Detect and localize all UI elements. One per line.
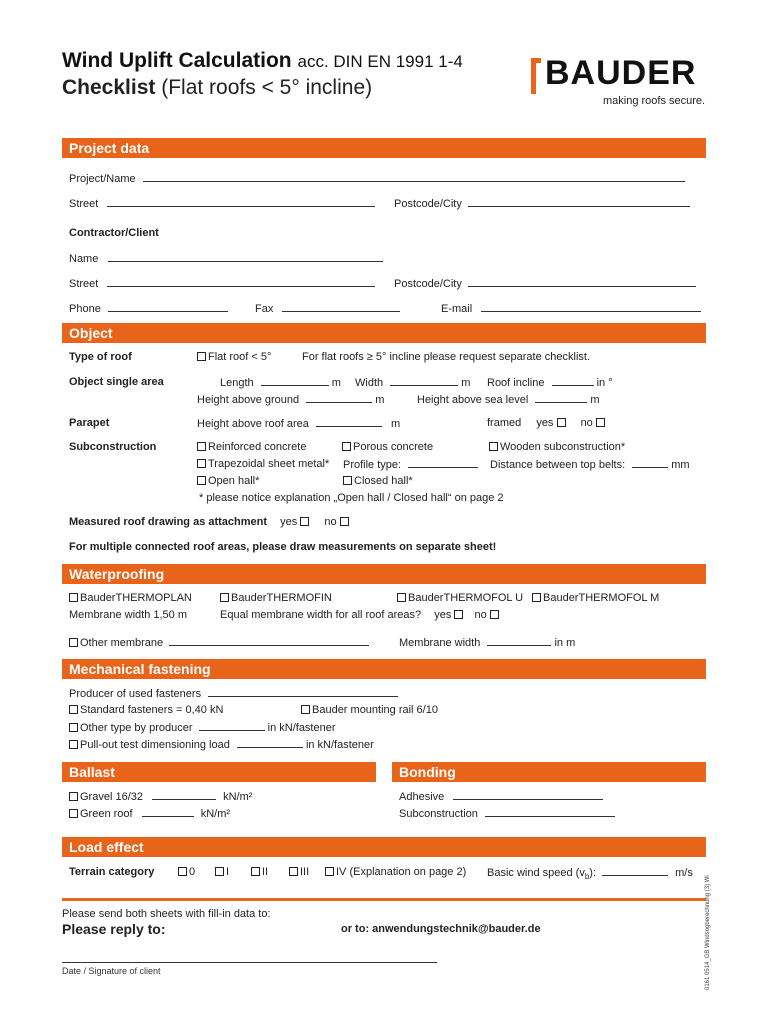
thermoplan-label: BauderTHERMOPLAN — [80, 592, 192, 604]
pullout-row — [69, 738, 374, 751]
thermofin-label: BauderTHERMOFIN — [231, 592, 332, 604]
postcode2-field[interactable] — [468, 277, 696, 287]
equal-width-row — [220, 609, 501, 621]
gravel-row — [69, 790, 252, 803]
name-label: Name — [69, 253, 99, 265]
thermofol-u-label: BauderTHERMOFOL U — [408, 592, 524, 604]
phone-label: Phone — [69, 303, 101, 315]
subtitle — [62, 76, 372, 100]
closed-hall-label: Closed hall* — [354, 475, 413, 487]
thermoplan-option[interactable] — [69, 592, 192, 604]
phone-field[interactable] — [108, 302, 228, 312]
terrain-1-option[interactable] — [215, 866, 229, 878]
other-type-checkbox[interactable] — [69, 723, 78, 732]
standard-fasteners-label: Standard fasteners = 0,40 kN — [80, 704, 224, 716]
distance-label: Distance between top belts: — [490, 459, 626, 471]
pullout-label: Pull-out test dimensioning load — [80, 739, 230, 751]
fax-row — [255, 302, 400, 315]
street2-label: Street — [69, 278, 99, 290]
postcode-field[interactable] — [468, 197, 690, 207]
height-sea-unit: m — [590, 394, 600, 406]
signature-line[interactable] — [62, 962, 437, 963]
email-row — [441, 302, 701, 315]
section-bonding: Bonding — [392, 762, 706, 782]
project-name-label: Project/Name — [69, 173, 136, 185]
thermofol-u-checkbox[interactable] — [397, 593, 406, 602]
gravel-checkbox[interactable] — [69, 792, 78, 801]
section-load-effect: Load effect — [62, 837, 706, 857]
other-type-field[interactable] — [199, 721, 265, 731]
open-hall-label: Open hall* — [208, 475, 260, 487]
producer-field[interactable] — [208, 687, 398, 697]
contractor-heading: Contractor/Client — [69, 227, 159, 239]
other-type-row — [69, 721, 336, 734]
porous-option[interactable] — [342, 441, 433, 453]
framed-yes-label: yes — [536, 417, 554, 429]
logo-bracket-icon — [531, 58, 541, 94]
distance-row — [490, 458, 690, 471]
height-ground-field[interactable] — [306, 393, 372, 403]
green-roof-label: Green roof — [80, 808, 133, 820]
gravel-unit: kN/m² — [223, 791, 253, 803]
equal-no-checkbox[interactable] — [490, 610, 499, 619]
open-hall-option[interactable] — [197, 475, 259, 487]
gravel-label: Gravel 16/32 — [80, 791, 143, 803]
closed-hall-checkbox[interactable] — [343, 476, 352, 485]
wooden-checkbox[interactable] — [489, 442, 498, 451]
membrane-width2-unit: in m — [554, 637, 576, 649]
thermofin-option[interactable] — [220, 592, 332, 604]
membrane-width2-row — [399, 636, 575, 649]
membrane-width-label: Membrane width 1,50 m — [69, 609, 187, 621]
terrain-0-checkbox[interactable] — [178, 867, 187, 876]
postcode2-label: Postcode/City — [394, 278, 462, 290]
membrane-width2-field[interactable] — [487, 636, 551, 646]
height-roof-field[interactable] — [316, 417, 382, 427]
roof-incline-unit: in ° — [596, 377, 613, 389]
thermoplan-checkbox[interactable] — [69, 593, 78, 602]
mounting-rail-option[interactable] — [301, 704, 438, 716]
section-mechanical-fastening: Mechanical fastening — [62, 659, 706, 679]
postcode-row — [394, 197, 690, 210]
section-ballast: Ballast — [62, 762, 376, 782]
roof-incline-label: Roof incline — [487, 377, 545, 389]
height-ground-unit: m — [375, 394, 385, 406]
other-type-unit: in kN/fastener — [267, 722, 336, 734]
framed-label: framed — [487, 417, 522, 429]
profile-field[interactable] — [408, 458, 478, 468]
measured-row — [69, 516, 351, 528]
height-sea-row — [417, 393, 600, 406]
logo-tagline: making roofs secure. — [603, 95, 706, 107]
adhesive-field[interactable] — [453, 790, 603, 800]
flat-roof-label: Flat roof < 5° — [208, 351, 272, 363]
flat-roof-note: For flat roofs ≥ 5° incline please request separate checklist. — [302, 351, 591, 363]
equal-yes-label: yes — [434, 609, 452, 621]
please-send-note: Please send both sheets with fill-in data to: — [62, 908, 271, 920]
terrain-0-option[interactable] — [178, 866, 195, 878]
subconstruction-label: Subconstruction — [69, 441, 157, 453]
length-row — [220, 376, 341, 389]
hall-notice: * please notice explanation „Open hall / Closed hall“ on page 2 — [199, 492, 504, 504]
subtitle-bold: Checklist — [62, 76, 156, 99]
producer-label: Producer of used fasteners — [69, 688, 202, 700]
producer-row — [69, 687, 398, 700]
measured-yes-checkbox[interactable] — [300, 517, 309, 526]
basic-wind-sub: b — [584, 872, 590, 882]
thermofin-checkbox[interactable] — [220, 593, 229, 602]
height-ground-row — [197, 393, 384, 406]
terrain-1-label: I — [226, 866, 230, 878]
open-hall-checkbox[interactable] — [197, 476, 206, 485]
terrain-3-option[interactable] — [289, 866, 309, 878]
bonding-subconstruction-field[interactable] — [485, 807, 615, 817]
terrain-0-label: 0 — [189, 866, 196, 878]
postcode2-row — [394, 277, 696, 290]
framed-yes-checkbox[interactable] — [557, 418, 566, 427]
membrane-width2-label: Membrane width — [399, 637, 481, 649]
distance-field[interactable] — [632, 458, 668, 468]
other-membrane-checkbox[interactable] — [69, 638, 78, 647]
other-membrane-field[interactable] — [169, 636, 369, 646]
height-sea-field[interactable] — [535, 393, 587, 403]
terrain-2-option[interactable] — [251, 866, 268, 878]
mounting-rail-checkbox[interactable] — [301, 705, 310, 714]
standard-fasteners-checkbox[interactable] — [69, 705, 78, 714]
equal-no-label: no — [474, 609, 487, 621]
basic-wind-end: ): — [589, 867, 597, 879]
flat-roof-option[interactable] — [197, 351, 271, 363]
length-label: Length — [220, 377, 254, 389]
thermofol-m-label: BauderTHERMOFOL M — [543, 592, 660, 604]
roof-incline-row — [487, 376, 613, 389]
title-norm: acc. DIN EN 1991 1-4 — [297, 52, 463, 71]
trapezoidal-option[interactable] — [197, 458, 329, 470]
mounting-rail-label: Bauder mounting rail 6/10 — [312, 704, 438, 716]
framed-row — [487, 417, 607, 429]
length-unit: m — [331, 377, 341, 389]
date-signature-label: Date / Signature of client — [62, 966, 161, 976]
height-roof-unit: m — [391, 418, 401, 430]
bauder-logo — [531, 54, 706, 94]
profile-row — [343, 458, 478, 471]
measured-label: Measured roof drawing as attachment — [69, 516, 268, 528]
fax-field[interactable] — [282, 302, 400, 312]
name-field[interactable] — [108, 252, 383, 262]
equal-width-label: Equal membrane width for all roof areas? — [220, 609, 422, 621]
terrain-1-checkbox[interactable] — [215, 867, 224, 876]
other-membrane-label: Other membrane — [80, 637, 164, 649]
terrain-3-label: III — [300, 866, 310, 878]
email-label: E-mail — [441, 303, 473, 315]
other-type-label: Other type by producer — [80, 722, 193, 734]
name-row — [69, 252, 383, 265]
measured-no-label: no — [324, 516, 337, 528]
measured-yes-label: yes — [280, 516, 298, 528]
street2-row — [69, 277, 375, 290]
thermofol-u-option[interactable] — [397, 592, 523, 604]
width-field[interactable] — [390, 376, 458, 386]
width-unit: m — [461, 377, 471, 389]
green-roof-row — [69, 807, 230, 820]
street2-field[interactable] — [107, 277, 375, 287]
wooden-option[interactable] — [489, 441, 625, 453]
email-field[interactable] — [481, 302, 701, 312]
height-sea-label: Height above sea level — [417, 394, 529, 406]
pullout-field[interactable] — [237, 738, 303, 748]
section-project-data: Project data — [62, 138, 706, 158]
bonding-subconstruction-label: Subconstruction — [399, 808, 478, 820]
postcode-label: Postcode/City — [394, 198, 462, 210]
fax-label: Fax — [255, 303, 274, 315]
street-row — [69, 197, 375, 210]
single-area-label: Object single area — [69, 376, 164, 388]
terrain-2-checkbox[interactable] — [251, 867, 260, 876]
section-waterproofing: Waterproofing — [62, 564, 706, 584]
terrain-2-label: II — [262, 866, 269, 878]
basic-wind-unit: m/s — [675, 867, 693, 879]
width-label: Width — [355, 377, 384, 389]
terrain-4-checkbox[interactable] — [325, 867, 334, 876]
height-ground-label: Height above ground — [197, 394, 300, 406]
closed-hall-option[interactable] — [343, 475, 413, 487]
title-bold: Wind Uplift Calculation — [62, 49, 292, 72]
logo-text: BAUDER — [545, 54, 697, 92]
basic-wind-label: Basic wind speed (v — [487, 867, 585, 879]
distance-unit: mm — [671, 459, 690, 471]
profile-label: Profile type: — [343, 459, 402, 471]
green-roof-field[interactable] — [142, 807, 194, 817]
reinforced-checkbox[interactable] — [197, 442, 206, 451]
multiple-areas-note: For multiple connected roof areas, please draw measurements on separate sheet! — [69, 541, 497, 553]
gravel-field[interactable] — [152, 790, 216, 800]
adhesive-row — [399, 790, 603, 803]
adhesive-label: Adhesive — [399, 791, 445, 803]
project-name-field[interactable] — [143, 172, 685, 182]
other-membrane-row — [69, 636, 369, 649]
street-label: Street — [69, 198, 99, 210]
basic-wind-row — [487, 866, 693, 881]
framed-no-label: no — [580, 417, 593, 429]
green-roof-checkbox[interactable] — [69, 809, 78, 818]
reinforced-option[interactable] — [197, 441, 306, 453]
length-field[interactable] — [261, 376, 329, 386]
project-name-row — [69, 172, 685, 185]
type-of-roof-label: Type of roof — [69, 351, 132, 363]
width-row — [355, 376, 470, 389]
terrain-category-label: Terrain category — [69, 866, 155, 878]
street-field[interactable] — [107, 197, 375, 207]
porous-checkbox[interactable] — [342, 442, 351, 451]
reinforced-label: Reinforced concrete — [208, 441, 307, 453]
height-roof-row — [197, 417, 400, 430]
reply-email[interactable]: or to: anwendungstechnik@bauder.de — [341, 923, 541, 935]
pullout-unit: in kN/fastener — [305, 739, 374, 751]
trapezoidal-label: Trapezoidal sheet metal* — [208, 458, 330, 470]
standard-fasteners-option[interactable] — [69, 704, 223, 716]
green-roof-unit: kN/m² — [200, 808, 231, 820]
parapet-label: Parapet — [69, 417, 110, 429]
measured-no-checkbox[interactable] — [340, 517, 349, 526]
please-reply-label: Please reply to: — [62, 921, 166, 937]
bonding-subconstruction-row — [399, 807, 615, 820]
title — [62, 49, 463, 73]
thermofol-m-checkbox[interactable] — [532, 593, 541, 602]
terrain-4-option[interactable] — [325, 866, 466, 878]
section-object: Object — [62, 323, 706, 343]
trapezoidal-checkbox[interactable] — [197, 459, 206, 468]
subtitle-norm: (Flat roofs < 5° incline) — [161, 76, 373, 99]
terrain-4-label: IV (Explanation on page 2) — [336, 866, 467, 878]
phone-row — [69, 302, 228, 315]
roof-incline-field[interactable] — [552, 376, 594, 386]
height-roof-label: Height above roof area — [197, 418, 309, 430]
equal-yes-checkbox[interactable] — [454, 610, 463, 619]
framed-no-checkbox[interactable] — [596, 418, 605, 427]
flat-roof-checkbox[interactable] — [197, 352, 206, 361]
basic-wind-field[interactable] — [602, 866, 668, 876]
wooden-label: Wooden subconstruction* — [500, 441, 626, 453]
thermofol-m-option[interactable] — [532, 592, 659, 604]
terrain-3-checkbox[interactable] — [289, 867, 298, 876]
porous-label: Porous concrete — [353, 441, 434, 453]
footer-divider — [62, 898, 706, 901]
pullout-checkbox[interactable] — [69, 740, 78, 749]
document-code: 0161 0514_GB Windsogberechnung (3) Wi — [705, 875, 711, 990]
